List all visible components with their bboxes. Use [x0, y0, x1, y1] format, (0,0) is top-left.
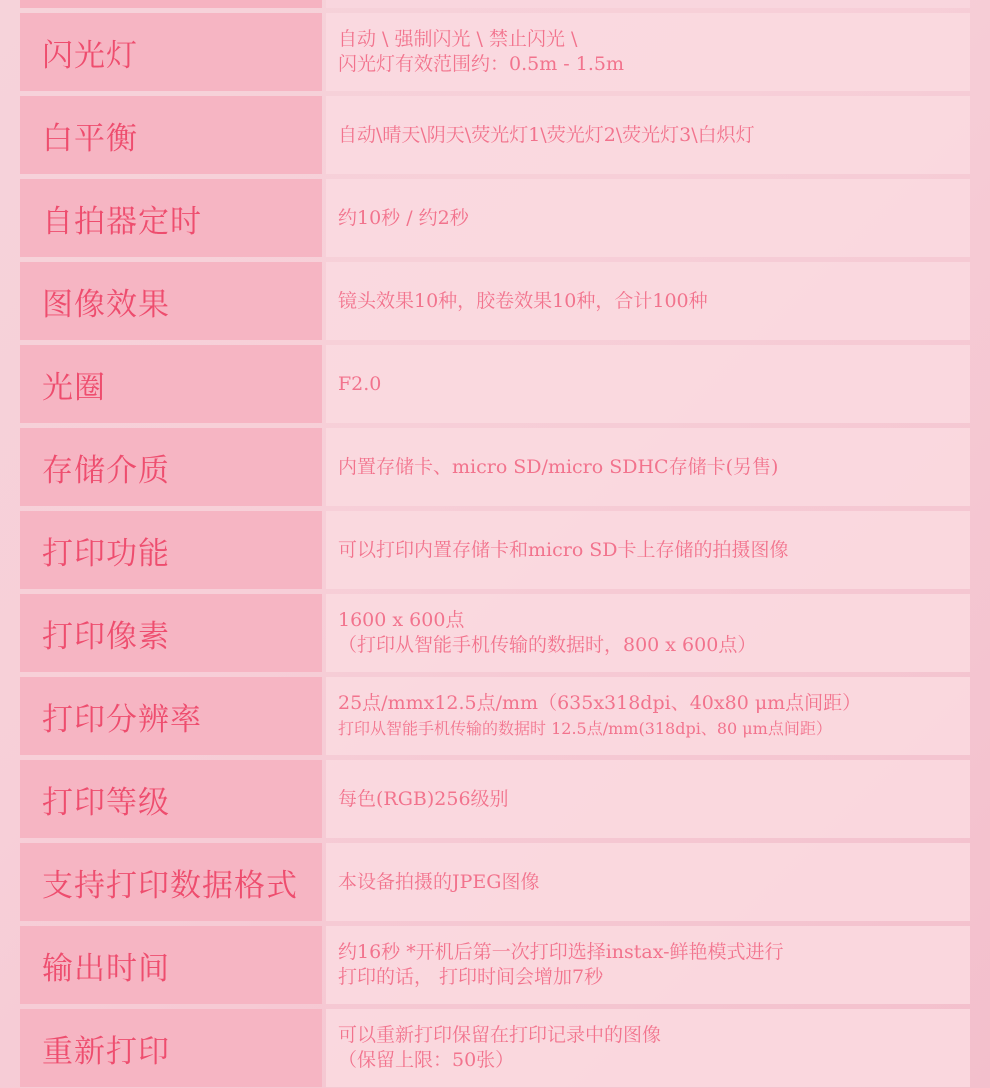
spec-value: 可以打印内置存储卡和micro SD卡上存储的拍摄图像 — [338, 538, 789, 561]
spec-label: 光圈 — [42, 369, 106, 406]
spec-value: （打印从智能手机传输的数据时，800 x 600点） — [338, 634, 757, 656]
spec-value: 每色(RGB)256级别 — [338, 787, 509, 810]
spec-value: 自动 \ 强制闪光 \ 禁止闪光 \ — [338, 28, 578, 50]
spec-row-print-resolution — [20, 677, 970, 755]
spec-label: 输出时间 — [42, 950, 170, 987]
spec-row-white-balance — [20, 96, 970, 174]
spec-label: 打印等级 — [42, 784, 170, 821]
spec-label: 打印功能 — [42, 535, 170, 572]
spec-label: 支持打印数据格式 — [42, 867, 298, 904]
spec-label: 白平衡 — [42, 120, 138, 157]
spec-value: 可以重新打印保留在打印记录中的图像 — [338, 1024, 662, 1046]
spec-table — [20, 0, 970, 1088]
spec-value: 约16秒 *开机后第一次打印选择instax-鲜艳模式进行 — [338, 941, 784, 963]
spec-row-output-time — [20, 926, 970, 1004]
spec-label: 打印像素 — [42, 618, 170, 655]
spec-value: 内置存储卡、micro SD/micro SDHC存储卡(另售) — [338, 455, 779, 478]
spec-row-flash — [20, 13, 970, 91]
spec-row-print-format — [20, 843, 970, 921]
spec-label: 打印分辨率 — [42, 701, 202, 738]
spec-value: 1600 x 600点 — [338, 609, 465, 631]
spec-value: 打印从智能手机传输的数据时 12.5点/mm(318dpi、80 μm点间距） — [338, 719, 832, 738]
spec-row-image-effects — [20, 262, 970, 340]
spec-row-print-gradation — [20, 760, 970, 838]
spec-value: 镜头效果10种，胶卷效果10种，合计100种 — [338, 289, 708, 312]
spec-value: 约10秒 / 约2秒 — [338, 206, 469, 229]
spec-row-storage — [20, 428, 970, 506]
spec-value: 自动\晴天\阴天\荧光灯1\荧光灯2\荧光灯3\白炽灯 — [338, 123, 755, 146]
spec-row-aperture — [20, 345, 970, 423]
spec-value: F2.0 — [338, 372, 382, 395]
spec-row-print-function — [20, 511, 970, 589]
spec-row-print-pixels — [20, 594, 970, 672]
spec-label: 图像效果 — [42, 286, 170, 323]
spec-value: 25点/mmx12.5点/mm（635x318dpi、40x80 μm点间距） — [338, 692, 862, 714]
spec-row-reprint — [20, 1009, 970, 1087]
spec-row-self-timer — [20, 179, 970, 257]
spec-value: 本设备拍摄的JPEG图像 — [338, 870, 540, 893]
spec-label: 自拍器定时 — [42, 203, 202, 240]
spec-label: 闪光灯 — [42, 37, 138, 74]
spec-value: 打印的话， 打印时间会增加7秒 — [338, 966, 604, 988]
spec-value: 闪光灯有效范围约：0.5m - 1.5m — [338, 53, 624, 75]
previous-row-edge — [20, 0, 970, 8]
spec-label: 存储介质 — [42, 452, 170, 489]
spec-value: （保留上限：50张） — [338, 1049, 515, 1071]
spec-label: 重新打印 — [42, 1033, 170, 1070]
